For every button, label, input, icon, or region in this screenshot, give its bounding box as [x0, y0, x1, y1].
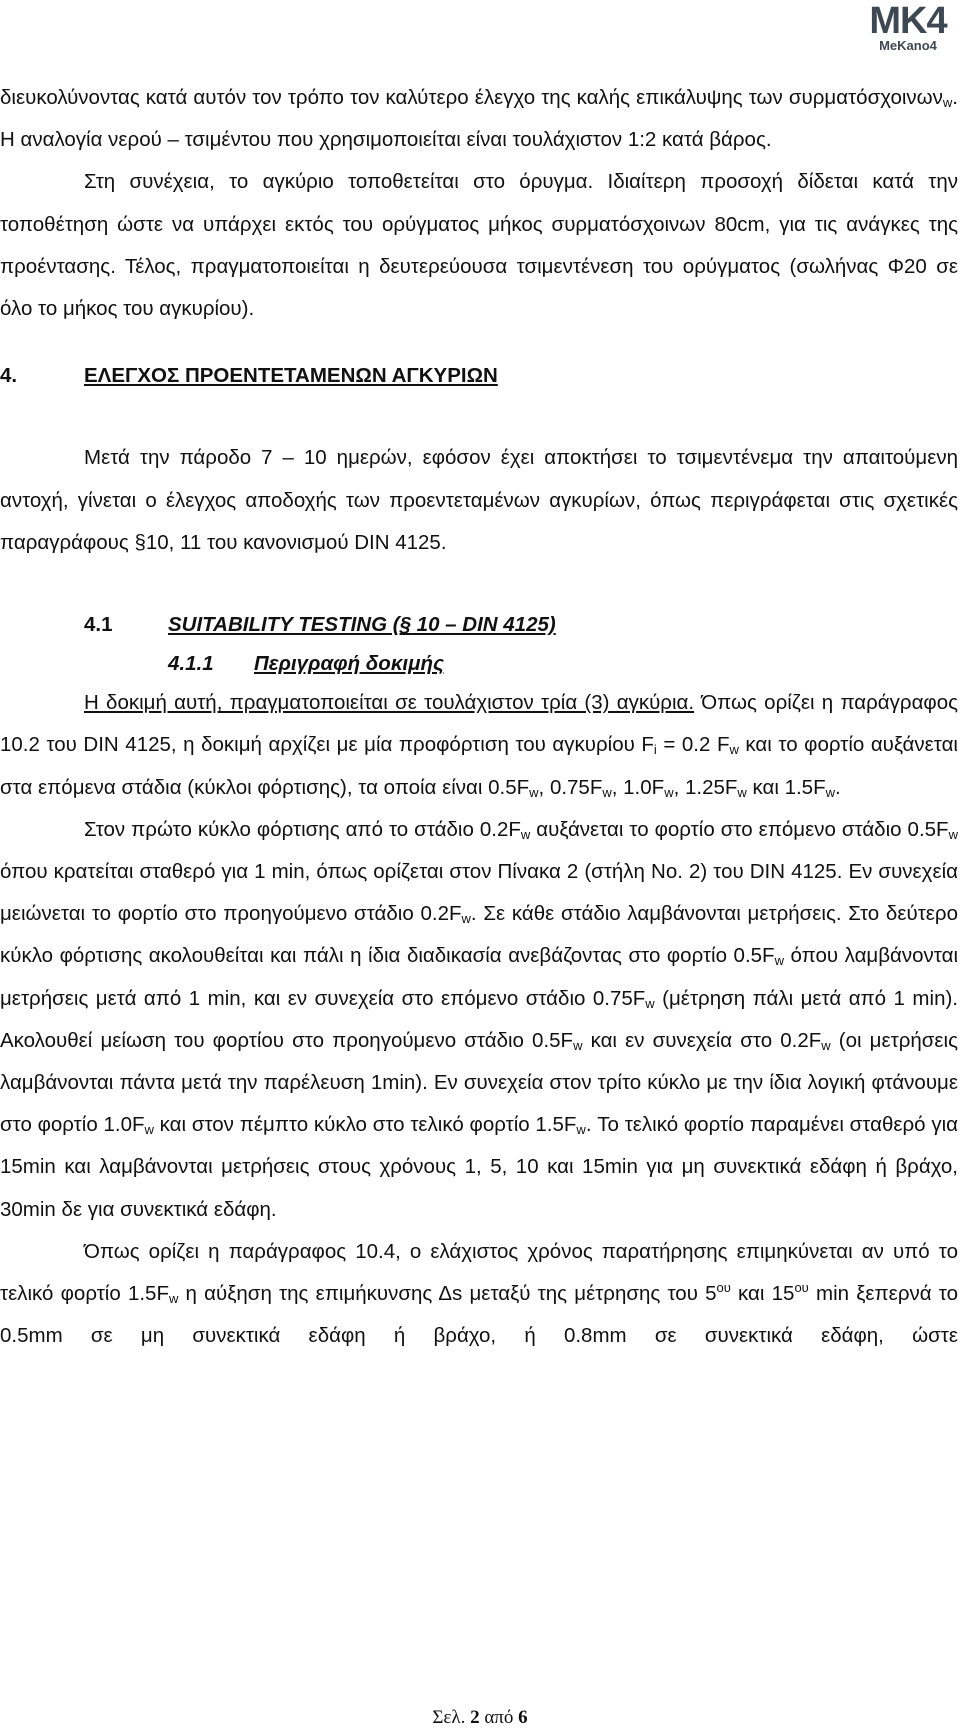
- text-line: min ξεπερνά το 0.5mm σε μη συνεκτικά εδάφη ή βράχο, ή 0.8mm σε συνεκτικά εδάφη, ώστε: [0, 1282, 958, 1348]
- text-line: όπου κρατείται σταθερό για 1 min, όπως ορίζεται στον Πίνακα 2 (στήλη No. 2): [0, 860, 708, 884]
- section-title: Περιγραφή δοκιμής: [254, 652, 444, 676]
- text-line: φορτίου στο προηγούμενο στάδιο 0.5F: [212, 1028, 574, 1052]
- section-heading-4-1: [0, 604, 958, 646]
- paragraph-placement: [0, 161, 958, 330]
- subscript: w: [737, 784, 747, 800]
- logo-mark: MK4: [869, 0, 947, 42]
- subscript: w: [461, 911, 471, 927]
- text-line: ,: [611, 775, 618, 799]
- text-line: . Το τελικό φορτίο παραμένει: [585, 1113, 844, 1137]
- text-line: και το φορτίο αυξάνεται στα επόμενα στάδια (κύκλοι φόρτισης), τα οποία είναι 0.5F: [0, 733, 958, 799]
- subscript: w: [948, 826, 958, 842]
- text-line: Όπως ορίζει η παράγραφος 10.4, ο ελάχιστος χρόνος παρατήρησης επιμηκύνεται αν: [84, 1239, 884, 1263]
- subscript: w: [942, 95, 953, 110]
- text-line: ορύγματος (σωλήνας Φ20 σε όλο το μήκος του αγκυρίου).: [0, 254, 958, 321]
- text-line: αυξάνεται το φορτίο στο επόμενο: [530, 817, 836, 841]
- text-line: απαιτούμενη αντοχή, γίνεται ο έλεγχος αποδοχής των προεντεταμένων αγκυρίων, όπως: [0, 446, 958, 512]
- text-line: , 0.75F: [538, 775, 603, 799]
- text-line: σταθερό για 15min και λαμβάνονται μετρήσεις στους χρόνους 1, 5, 10 και 15min για μη: [0, 1113, 958, 1179]
- text-line: , 1.25F: [673, 775, 738, 799]
- text-line: = 0.2 F: [656, 733, 730, 757]
- subscript: w: [774, 953, 784, 969]
- subscript: w: [729, 742, 739, 758]
- subscript: w: [664, 784, 674, 800]
- text-line: συρματόσχοινων: [788, 86, 943, 109]
- underlined-sentence: Η δοκιμή αυτή, πραγματοποιείται σε τουλάχιστον τρία (3) αγκύρια.: [84, 691, 695, 715]
- subscript: i: [653, 742, 657, 758]
- text-line: του DIN 4125. Εν συνεχεία μειώνεται το φορτίο στο προηγούμενο στάδιο 0.2F: [0, 860, 958, 926]
- subscript: w: [825, 784, 835, 800]
- current-page: 2: [470, 1707, 480, 1728]
- text-line: την τοποθέτηση ώστε να υπάρχει εκτός του ορύγματος μήκος συρματόσχοινων 80cm, για τις: [0, 170, 958, 236]
- section-heading-4: [0, 355, 958, 397]
- text-line: ανάγκες της προέντασης. Τέλος, πραγματοποιείται η δευτερεύουσα τσιμεντένεση του: [0, 212, 958, 278]
- subscript: w: [144, 1122, 154, 1138]
- text-line: υπό το τελικό φορτίο 1.5F: [0, 1239, 958, 1306]
- text-line: η αύξηση της επιμήκυνσης Δs μεταξύ της μέτρησης του 5: [178, 1282, 717, 1306]
- text-line: στάδιο λαμβάνονται μετρήσεις. Στο δεύτερο κύκλο φόρτισης ακολουθείται και πάλι η ίδια: [0, 902, 958, 968]
- text-line: παράγραφος 10.2 του DIN 4125, η δοκιμή αρχίζει με μία προφόρτιση του αγκυρίου F: [0, 691, 958, 757]
- subscript: w: [602, 784, 612, 800]
- text-line: διαδικασία ανεβάζοντας στο φορτίο 0.5F: [406, 944, 775, 968]
- text-line: . Η αναλογία νερού – τσιμέντου που χρησιμοποιείται είναι τουλάχιστον 1:2: [0, 86, 958, 152]
- section-title: ΕΛΕΓΧΟΣ ΠΡΟΕΝΤΕΤΑΜΕΝΩΝ ΑΓΚΥΡΙΩΝ: [84, 364, 498, 388]
- subscript: w: [573, 1037, 583, 1053]
- text-line: Μετά την πάροδο 7 – 10 ημερών, εφόσον έχει αποκτήσει το τσιμεντένεμα την: [84, 446, 833, 470]
- text-line: στο φορτίο 1.0F: [0, 1113, 145, 1137]
- text-line: (μέτρηση πάλι μετά από 1 min). Ακολουθεί μείωση του: [0, 986, 958, 1052]
- text-line: .: [835, 775, 841, 799]
- text-line: στάδιο 0.5F: [841, 817, 949, 841]
- paragraph-acceptance: [0, 437, 958, 564]
- text-line: (οι μετρήσεις λαμβάνονται: [0, 1028, 958, 1095]
- text-line: συνεχεία στο επόμενο στάδιο 0.75F: [314, 986, 646, 1010]
- text-line: Στη συνέχεια, το αγκύριο τοποθετείται στο όρυγμα. Ιδιαίτερη προσοχή δίδεται κατά: [84, 170, 914, 194]
- text-line: και 15: [730, 1282, 795, 1306]
- text-line: . Σε κάθε: [470, 902, 555, 926]
- paragraph-loading-cycles: [0, 809, 958, 1231]
- paragraph-test-description: [0, 682, 958, 809]
- subscript: w: [168, 1291, 179, 1307]
- subscript: w: [520, 826, 531, 842]
- mekano4-logo: [865, 2, 951, 52]
- subscript: w: [576, 1122, 586, 1138]
- text-line: συνεκτικά εδάφη ή βράχο, 30min δε για συνεκτικά εδάφη.: [0, 1155, 959, 1221]
- section-number: 4.1.1: [168, 652, 214, 676]
- superscript: ου: [716, 1280, 731, 1296]
- text-line: όπου λαμβάνονται μετρήσεις μετά από 1 min, και εν: [0, 944, 958, 1010]
- text-line: διευκολύνοντας κατά αυτόν τον τρόπο τον καλύτερο έλεγχο της καλής επικάλυψης των: [0, 86, 783, 109]
- total-pages: 6: [518, 1707, 528, 1728]
- text-line: και 1.5F: [746, 775, 826, 799]
- text-line: κατά βάρος.: [662, 128, 772, 152]
- footer-label: Σελ.: [432, 1707, 471, 1728]
- paragraph-grouting: [0, 77, 958, 161]
- section-number: 4.: [0, 364, 18, 388]
- text-line: περιγράφεται στις σχετικές παραγράφους §10, 11 του κανονισμού DIN 4125.: [0, 488, 958, 554]
- text-line: πάντα μετά την παρέλευση 1min). Εν συνεχεία στον τρίτο κύκλο με την ίδια λογική φτάνουμε: [119, 1071, 958, 1095]
- subscript: w: [645, 995, 655, 1011]
- subscript: w: [529, 784, 539, 800]
- footer-of: από: [479, 1707, 519, 1728]
- paragraph-observation-time: [0, 1231, 958, 1400]
- section-heading-4-1-1: [0, 646, 958, 682]
- text-line: και εν συνεχεία στο 0.2F: [582, 1028, 822, 1052]
- text-line: και στον πέμπτο κύκλο στο τελικό φορτίο 1.5F: [153, 1113, 577, 1137]
- document-body: [0, 77, 958, 1400]
- superscript: ου: [794, 1280, 809, 1296]
- text-line: Στον πρώτο κύκλο φόρτισης από το στάδιο 0.2F: [84, 817, 521, 841]
- subscript: w: [821, 1037, 831, 1053]
- page-footer: [0, 1707, 960, 1729]
- text-line: Όπως ορίζει η: [694, 691, 834, 715]
- section-title: SUITABILITY TESTING (§ 10 – DIN 4125): [168, 613, 556, 637]
- section-number: 4.1: [84, 613, 113, 637]
- text-line: 1.0F: [623, 775, 665, 799]
- logo-text: MeKano4: [879, 38, 937, 53]
